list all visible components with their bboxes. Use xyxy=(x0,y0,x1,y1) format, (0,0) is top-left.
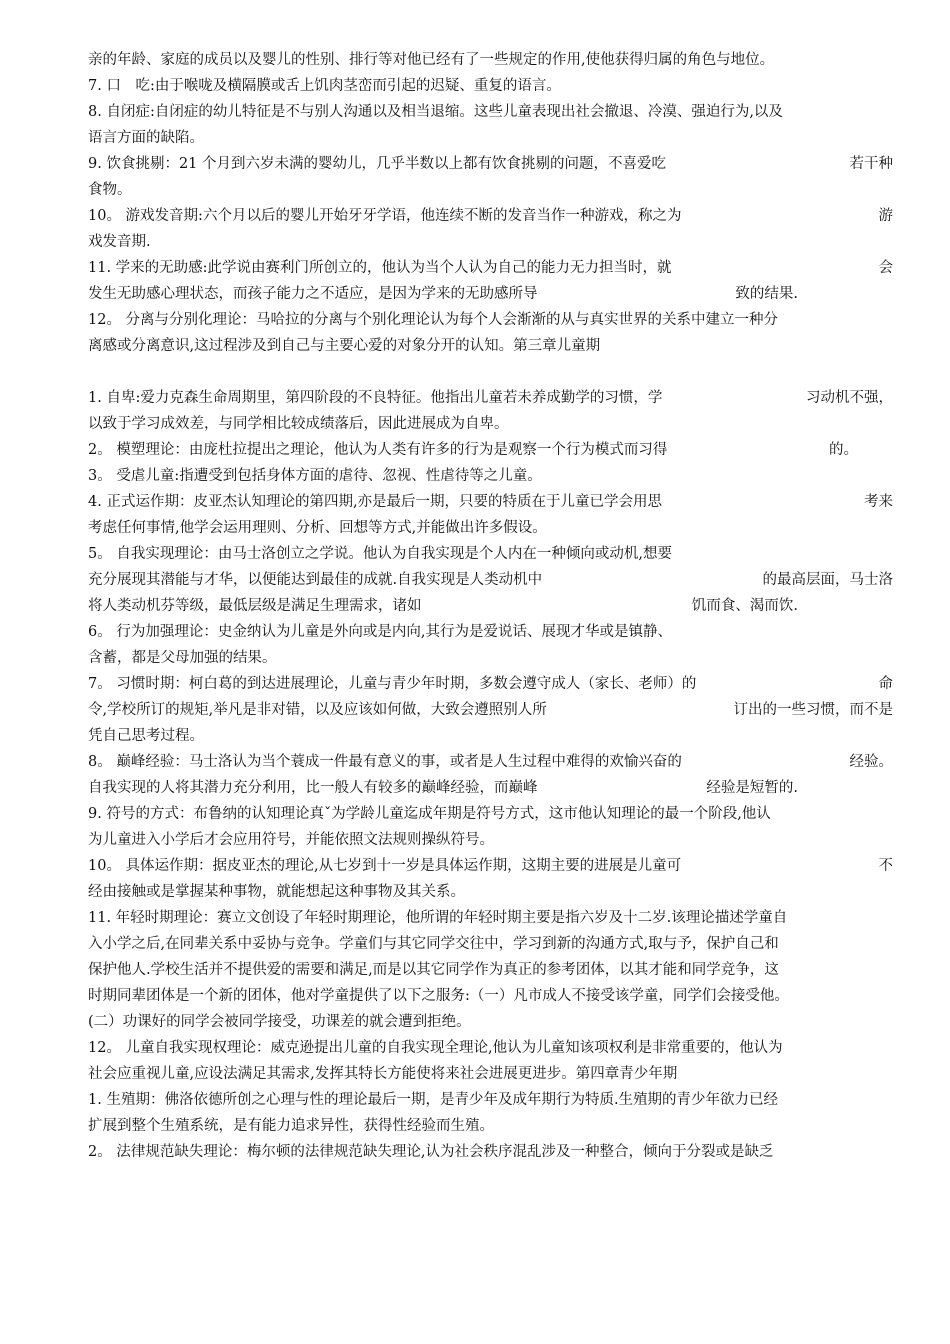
text-line: 11. 学来的无助感:此学说由赛利门所创立的，他认为当个人认为自己的能力无力担当时，就 会 xyxy=(88,260,893,276)
text-line: 令,学校所订的规矩,举凡是非对错，以及应该如何做，大致会遵照别人所 订出的一些习惯，而不是 xyxy=(88,702,893,718)
text-line: 6。 行为加强理论：史金纳认为儿童是外向或是内向,其行为是爱说话、展现才华或是镇静、 xyxy=(88,624,672,640)
text-line: 考虑任何事情,他学会运用理则、分析、回想等方式,并能做出许多假设。 xyxy=(88,520,547,536)
text-line: 12。 分离与分别化理论：马哈拉的分离与个别化理论认为每个人会渐渐的从与真实世界的关系中建立一种分 xyxy=(88,312,779,328)
text-line: 为儿童进入小学后才会应用符号，并能依照文法规则操纵符号。 xyxy=(88,832,494,848)
text-line: 10。 游戏发音期:六个月以后的婴儿开始牙牙学语，他连续不断的发音当作一种游戏，称之为 游 xyxy=(88,208,893,224)
text-line: 充分展现其潜能与才华，以便能达到最佳的成就.自我实现是人类动机中 的最高层面，马士洛 xyxy=(88,572,893,588)
text-line: 发生无助感心理状态，而孩子能力之不适应，是因为学来的无助感所导 致的结果. xyxy=(88,286,798,302)
text-line: 8。 巅峰经验：马士洛认为当个蓑成一件最有意义的事，或者是人生过程中难得的欢愉兴奋的 经验。 xyxy=(88,754,893,770)
text-line: (二）功课好的同学会被同学接受，功课差的就会遭到拒绝。 xyxy=(88,1014,471,1030)
text-line: 4. 正式运作期：皮亚杰认知理论的第四期,亦是最后一期，只要的特质在于儿童已学会用思 考来 xyxy=(88,494,893,510)
text-line: 戏发音期. xyxy=(88,234,151,250)
text-line: 亲的年龄、家庭的成员以及婴儿的性别、排行等对他已经有了一些规定的作用,使他获得归属的角色与地位。 xyxy=(88,52,775,68)
text-line: 保护他人.学校生活并不提供爱的需要和满足,而是以其它同学作为真正的参考团体，以其才能和同学竞争，这 xyxy=(88,962,779,978)
text-line: 9. 符号的方式：布鲁纳的认知理论真ˇ为学龄儿童迄成年期是符号方式，这市他认知理论的最一个阶段,他认 xyxy=(88,806,771,822)
text-line: 以致于学习成效差，与同学相比较成绩落后，因此进展成为自卑。 xyxy=(88,416,509,432)
text-line: 时期同辈团体是一个新的团体，他对学童提供了以下之服务:（一）凡市成人不接受该学童，同学们会接受他。 xyxy=(88,988,789,1004)
text-line: 离感或分离意识,这过程涉及到自己与主要心爱的对象分开的认知。第三章儿童期 xyxy=(88,338,601,354)
text-line: 将人类动机芬等级，最低层级是满足生理需求，诸如 饥而食、渴而饮. xyxy=(88,598,798,614)
blank-line xyxy=(88,359,893,385)
text-line: 8. 自闭症:自闭症的幼儿特征是不与别人沟通以及相当退缩。这些儿童表现出社会撤退、冷漠、强迫行为,以及 xyxy=(88,104,783,120)
text-line: 2。 模塑理论：由庞杜拉提出之理论，他认为人类有许多的行为是观察一个行为模式而习得 的。 xyxy=(88,442,858,458)
text-line: 社会应重视儿童,应设法满足其需求,发挥其特长方能使将来社会进展更进步。第四章青少年期 xyxy=(88,1066,678,1082)
text-line: 1. 自卑:爱力克森生命周期里，第四阶段的不良特征。他指出儿童若未养成勤学的习惯，学 习动机不强， xyxy=(88,390,893,406)
text-line: 含蓄，都是父母加强的结果。 xyxy=(88,650,277,666)
text-line: 5。 自我实现理论：由马士洛创立之学说。他认为自我实现是个人内在一种倾向或动机,想要 xyxy=(88,546,672,562)
text-line: 入小学之后,在同辈关系中妥协与竞争。学童们与其它同学交往中，学习到新的沟通方式,取与予，保护自己和 xyxy=(88,936,779,952)
text-line: 11. 年轻时期理论：赛立文创设了年轻时期理论，他所谓的年轻时期主要是指六岁及十二岁.该理论描述学童自 xyxy=(88,910,788,926)
text-line: 7。 习惯时期：柯白葛的到达进展理论，儿童与青少年时期，多数会遵守成人（家长、老师）的 命 xyxy=(88,676,893,692)
text-line: 10。 具体运作期：据皮亚杰的理论,从七岁到十一岁是具体运作期，这期主要的进展是儿童可 不 xyxy=(88,858,893,874)
text-line: 2。 法律规范缺失理论：梅尔顿的法律规范缺失理论,认为社会秩序混乱涉及一种整合，倾向于分裂或是缺乏 xyxy=(88,1144,774,1160)
text-line: 1. 生殖期：佛洛依德所创之心理与性的理论最后一期，是青少年及成年期行为特质.生殖期的青少年欲力已经 xyxy=(88,1092,779,1108)
text-line: 7. 口 吃:由于喉咙及横隔膜或舌上饥肉茎峦而引起的迟疑、重复的语言。 xyxy=(88,78,561,94)
text-line: 自我实现的人将其潜力充分利用，比一般人有较多的巅峰经验，而巅峰 经验是短暂的. xyxy=(88,780,798,796)
text-line: 凭自己思考过程。 xyxy=(88,728,204,744)
text-line: 语言方面的缺陷。 xyxy=(88,130,204,146)
text-line: 食物。 xyxy=(88,182,132,198)
text-line: 扩展到整个生殖系统，是有能力追求异性，获得性经验而生殖。 xyxy=(88,1118,494,1134)
text-line: 经由接触或是掌握某种事物，就能想起这种事物及其关系。 xyxy=(88,884,465,900)
text-line: 3。 受虐儿童:指遭受到包括身体方面的虐待、忽视、性虐待等之儿童。 xyxy=(88,468,542,484)
text-line: 9. 饮食挑剔：21 个月到六岁未满的婴幼儿，几乎半数以上都有饮食挑剔的问题，不喜爱吃 若干种 xyxy=(88,156,893,172)
text-line: 12。 儿童自我实现权理论：威克逊提出儿童的自我实现全理论,他认为儿童知该项权利是非常重要的，他认为 xyxy=(88,1040,783,1056)
